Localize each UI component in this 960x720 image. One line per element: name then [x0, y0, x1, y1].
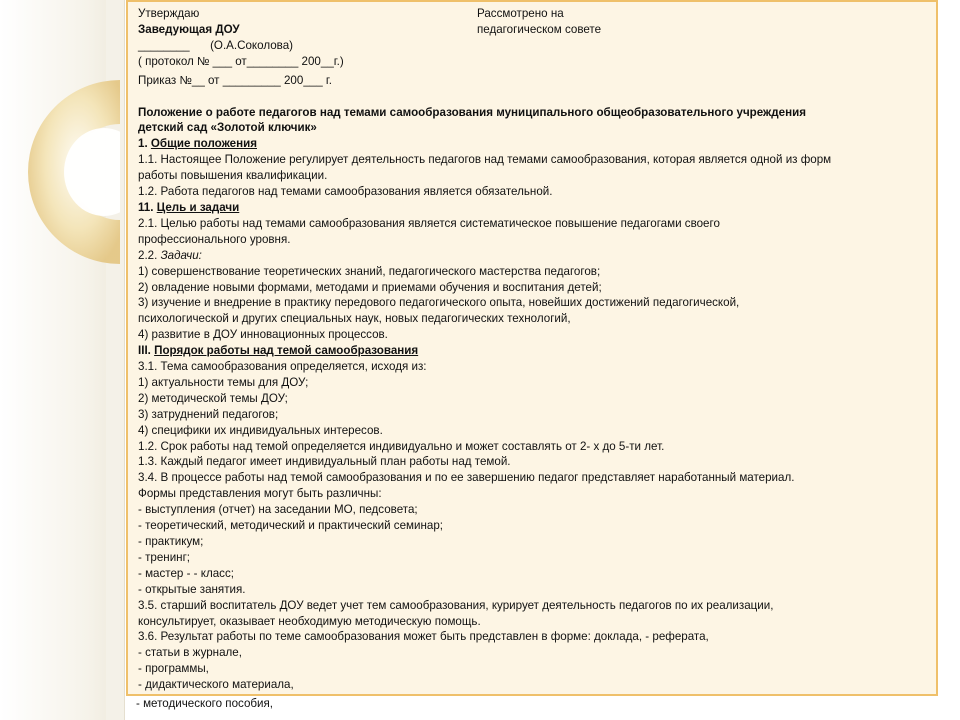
- task-item: 2) овладение новыми формами, методами и приемами обучения и воспитания детей;: [138, 280, 602, 294]
- document-title-line-1: Положение о работе педагогов над темами самообразования муниципального общеобразовательного учреждения: [138, 105, 806, 119]
- list-item: 1) актуальности темы для ДОУ;: [138, 375, 309, 389]
- section-1-number: 1.: [138, 137, 151, 151]
- list-item: - теоретический, методический и практический семинар;: [138, 519, 443, 533]
- section-3-number: III.: [138, 344, 155, 358]
- paragraph-line: 3.4. В процессе работы над темой самообразования и по ее завершению педагог представляет наработанный материал.: [138, 471, 795, 485]
- section-2-title: Цель и задачи: [156, 200, 240, 214]
- tasks-label: Задачи:: [160, 248, 202, 262]
- paragraph-line: 1.2. Работа педагогов над темами самообразования является обязательной.: [138, 185, 553, 199]
- section-1-heading: [138, 136, 930, 152]
- list-item: - практикум;: [138, 535, 204, 548]
- paragraph-line: 3.5. старший воспитатель ДОУ ведет учет тем самообразования, курирует деятельность педагогов по их реализации,: [138, 598, 774, 612]
- task-item: 1) совершенствование теоретических знаний, педагогического мастерства педагогов;: [138, 264, 601, 278]
- list-item: - статьи в журнале,: [138, 646, 242, 660]
- approve-label: Утверждаю: [138, 7, 200, 20]
- paragraph-line: Формы представления могут быть различны:: [138, 487, 382, 501]
- list-item: - дидактического материала,: [138, 678, 294, 692]
- task-item: психологической и других специальных наук, новых педагогических технологий,: [138, 312, 571, 326]
- section-2-number: 11.: [138, 200, 157, 214]
- paragraph-line: консультирует, оказывает необходимую методическую помощь.: [138, 614, 481, 628]
- list-item: - тренинг;: [138, 550, 191, 564]
- list-item: - мастер - - класс;: [138, 566, 234, 580]
- list-item: - методического пособия,: [136, 697, 274, 710]
- section-2-heading: [138, 200, 930, 216]
- task-item: 3) изучение и внедрение в практику передового педагогического опыта, новейших достижений педагогической,: [138, 296, 740, 310]
- paragraph-line: работы повышения квалификации.: [138, 169, 328, 183]
- header-row-2: [138, 22, 930, 38]
- paragraph-line: 1.2. Срок работы над темой определяется индивидуально и может составлять от 2- х до 5-ти лет.: [138, 439, 665, 453]
- document-page: [126, 0, 938, 696]
- list-item: 3) затруднений педагогов;: [138, 407, 279, 421]
- paragraph-line: 3.1. Тема самообразования определяется, исходя из:: [138, 360, 427, 374]
- signature-row: [138, 38, 930, 54]
- list-item: - программы,: [138, 662, 209, 676]
- list-item: 4) специфики их индивидуальных интересов.: [138, 423, 383, 437]
- head-position: Заведующая ДОУ: [138, 22, 240, 36]
- review-label: Рассмотрено на: [477, 7, 564, 20]
- task-item: 4) развитие в ДОУ инновационных процессов.: [138, 328, 388, 342]
- signature-line: ________: [138, 38, 190, 52]
- tasks-number: 2.2.: [138, 248, 161, 262]
- tasks-heading: [138, 248, 930, 264]
- list-item: - выступления (отчет) на заседании МО, педсовета;: [138, 503, 418, 517]
- order-line: Приказ №__ от _________ 200___ г.: [138, 73, 332, 87]
- section-3-heading: [138, 343, 930, 359]
- list-item: 2) методической темы ДОУ;: [138, 391, 288, 405]
- decorative-ring: [8, 72, 120, 272]
- section-3-title: Порядок работы над темой самообразования: [154, 344, 419, 358]
- protocol-line: ( протокол № ___ от________ 200__г.): [138, 54, 344, 68]
- paragraph-line: 2.1. Целью работы над темами самообразования является систематическое повышение педагогами своего: [138, 216, 720, 230]
- paragraph-line: профессионального уровня.: [138, 232, 291, 246]
- list-item: - открытые занятия.: [138, 582, 246, 596]
- document-title-line-2: детский сад «Золотой ключик»: [138, 121, 317, 135]
- document-content: [138, 6, 930, 693]
- section-1-title: Общие положения: [150, 137, 257, 151]
- signatory-name: (О.А.Соколова): [210, 38, 294, 52]
- paragraph-line: 1.3. Каждый педагог имеет индивидуальный план работы над темой.: [138, 455, 511, 469]
- header-row-1: [138, 6, 930, 22]
- paragraph-line: 1.1. Настоящее Положение регулирует деятельность педагогов над темами самообразования, которая является одной из форм: [138, 153, 832, 167]
- council-label: педагогическом совете: [477, 22, 602, 36]
- overflow-text: [136, 696, 936, 712]
- paragraph-line: 3.6. Результат работы по теме самообразования может быть представлен в форме: доклада, - реферата,: [138, 630, 709, 644]
